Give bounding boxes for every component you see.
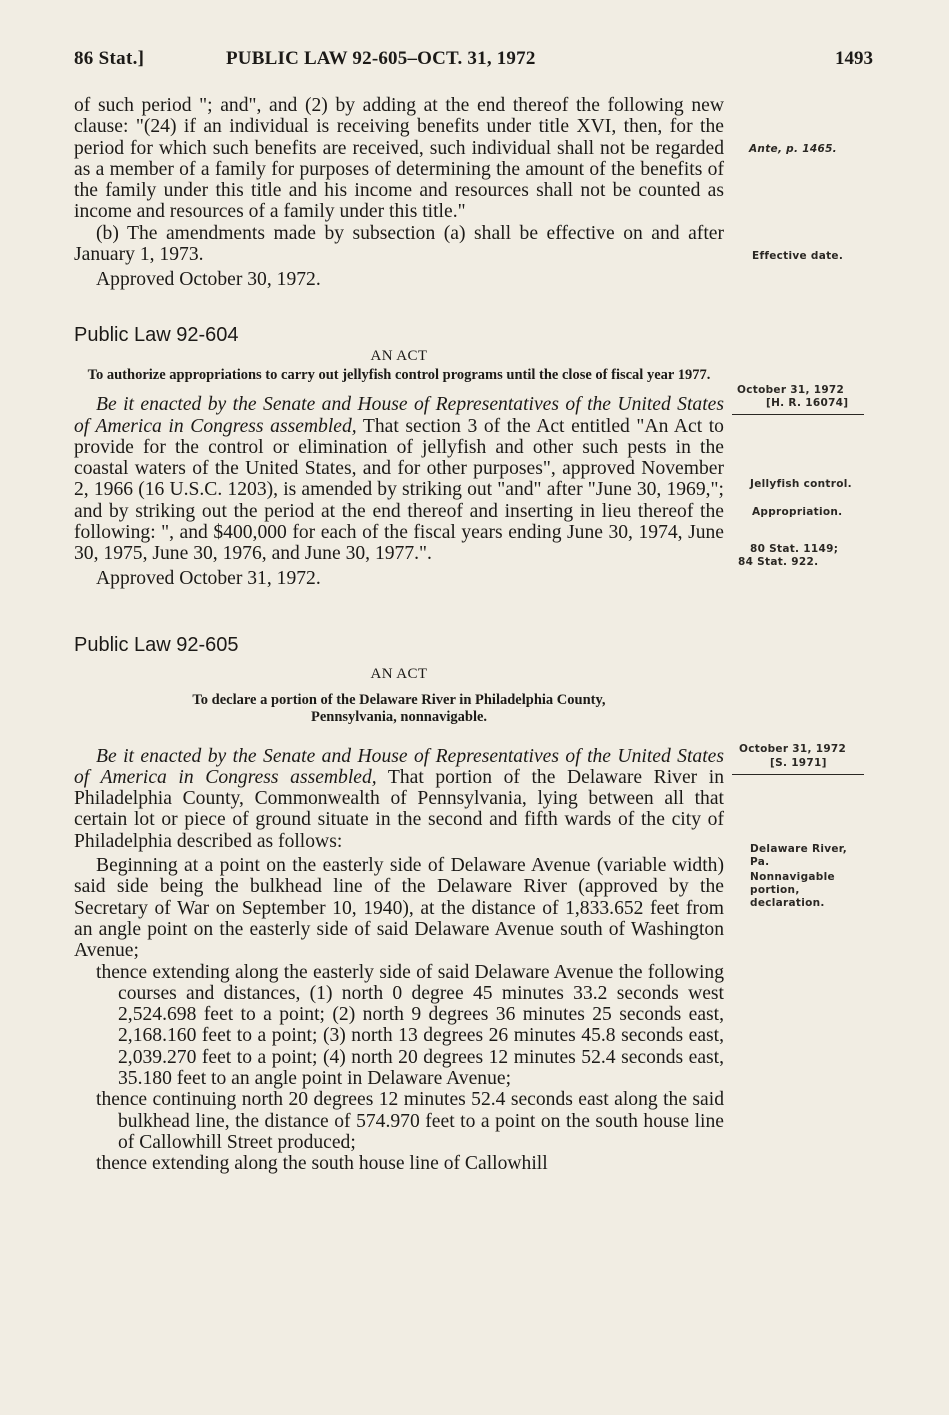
margin-note-appropriation: Appropriation.	[752, 506, 843, 518]
main-text-column	[74, 95, 724, 1174]
margin-rule-605	[732, 774, 864, 775]
margin-note-bill-605: [S. 1971]	[770, 757, 827, 769]
boundary-course-3: thence extending along the south house line of Callowhill	[96, 1153, 548, 1175]
margin-note-jellyfish: Jellyfish control.	[750, 478, 852, 490]
margin-note-nonnavigable: Nonnavigable portion, declaration.	[750, 871, 835, 909]
enacting-clause-605	[74, 746, 724, 852]
boundary-course-2: thence continuing north 20 degrees 12 minutes 52.4 seconds east along the said bulkhead line, the distance of 574.970 feet to a point on the south house line of Callowhill Street produced;	[96, 1089, 724, 1153]
enacting-formula-605: Be it enacted by the Senate and House of Representatives of the United States of America in Congress assembled,	[74, 745, 724, 788]
purpose-clause-605-line2: Pennsylvania, nonnavigable.	[310, 708, 488, 725]
approval-line-604: Approved October 31, 1972.	[96, 567, 321, 589]
beginning-description: Beginning at a point on the easterly side of Delaware Avenue (variable width) said side being the bulkhead line of the Delaware River (approved by the Secretary of War on September 10, 1940), at the distance of 1,833.652 feet from an angle point on the easterly side of said Delaware Avenue south of Washington Avenue;	[74, 855, 724, 962]
margin-note-stat-2: 84 Stat. 922.	[738, 556, 819, 568]
purpose-clause-605-line1: To declare a portion of the Delaware River in Philadelphia County,	[192, 691, 606, 708]
page-number: 1493	[835, 48, 873, 69]
margin-note-effective-date: Effective date.	[752, 250, 844, 262]
an-act-heading-604: AN ACT	[370, 347, 428, 364]
section-text-604: That section 3 of the Act entitled "An Act to provide for the control or elimination of jellyfish and other such pests in the coastal waters of the United States, and for other purposes", approved November 2, 1966 (16 U.S.C. 1203), is amended by striking out "and" after "June 30, 1969,"; and by striking out the period at the end thereof and inserting in lieu thereof the following: ", and $400,000 for each of the fiscal years ending June 30, 1974, June 30, 1975, June 30, 1976, and June 30, 1977.".	[74, 415, 724, 565]
margin-note-date-604: October 31, 1972	[737, 384, 845, 396]
running-header-title: PUBLIC LAW 92-605–OCT. 31, 1972	[226, 48, 536, 69]
an-act-heading-605: AN ACT	[370, 666, 428, 683]
margin-note-bill-604: [H. R. 16074]	[766, 397, 849, 409]
approval-line-604-prior: Approved October 30, 1972.	[96, 269, 321, 291]
volume-reference: 86 Stat.]	[74, 48, 145, 69]
margin-rule-604	[732, 414, 864, 415]
margin-note-ante: Ante, p. 1465.	[749, 143, 837, 155]
enacting-formula-604: Be it enacted by the Senate and House of Representatives of the United States of America in Congress assembled,	[74, 394, 724, 437]
margin-note-delaware-river: Delaware River, Pa.	[750, 843, 848, 868]
section-text-605: That portion of the Delaware River in Philadelphia County, Commonwealth of Pennsylvania, lying between all that certain lot or piece of ground situate in the second and fifth wards of the city of Philadelphia described as follows:	[74, 766, 724, 852]
public-law-92-605-title: Public Law 92-605	[74, 633, 239, 656]
margin-note-stat-1: 80 Stat. 1149;	[750, 543, 839, 555]
margin-note-date-605: October 31, 1972	[739, 743, 847, 755]
effective-date-paragraph: (b) The amendments made by subsection (a) shall be effective on and after January 1, 1973.	[74, 222, 724, 266]
purpose-clause-604: To authorize appropriations to carry out jellyfish control programs until the close of fiscal year 1977.	[87, 367, 711, 384]
enacting-clause-604	[74, 394, 724, 564]
continuation-paragraph: of such period "; and", and (2) by adding at the end thereof the following new clause: "(24) if an individual is receiving benefits under title XVI, then, for the period for which such benefits are received, such individual shall not be regarded as a member of a family for purposes of determining the amount of the benefits of the family under this title and his income and resources shall not be counted as income and resources of a family under this title."	[74, 95, 724, 223]
boundary-course-1: thence extending along the easterly side of said Delaware Avenue the following courses and distances, (1) north 0 degree 45 minutes 33.2 seconds west 2,524.698 feet to a point; (2) north 9 degrees 36 minutes 25 seconds east, 2,168.160 feet to a point; (3) north 13 degrees 26 minutes 45.8 seconds east, 2,039.270 feet to a point; (4) north 20 degrees 12 minutes 52.4 seconds east, 35.180 feet to an angle point in Delaware Avenue;	[96, 961, 724, 1089]
public-law-92-604-title: Public Law 92-604	[74, 323, 239, 346]
